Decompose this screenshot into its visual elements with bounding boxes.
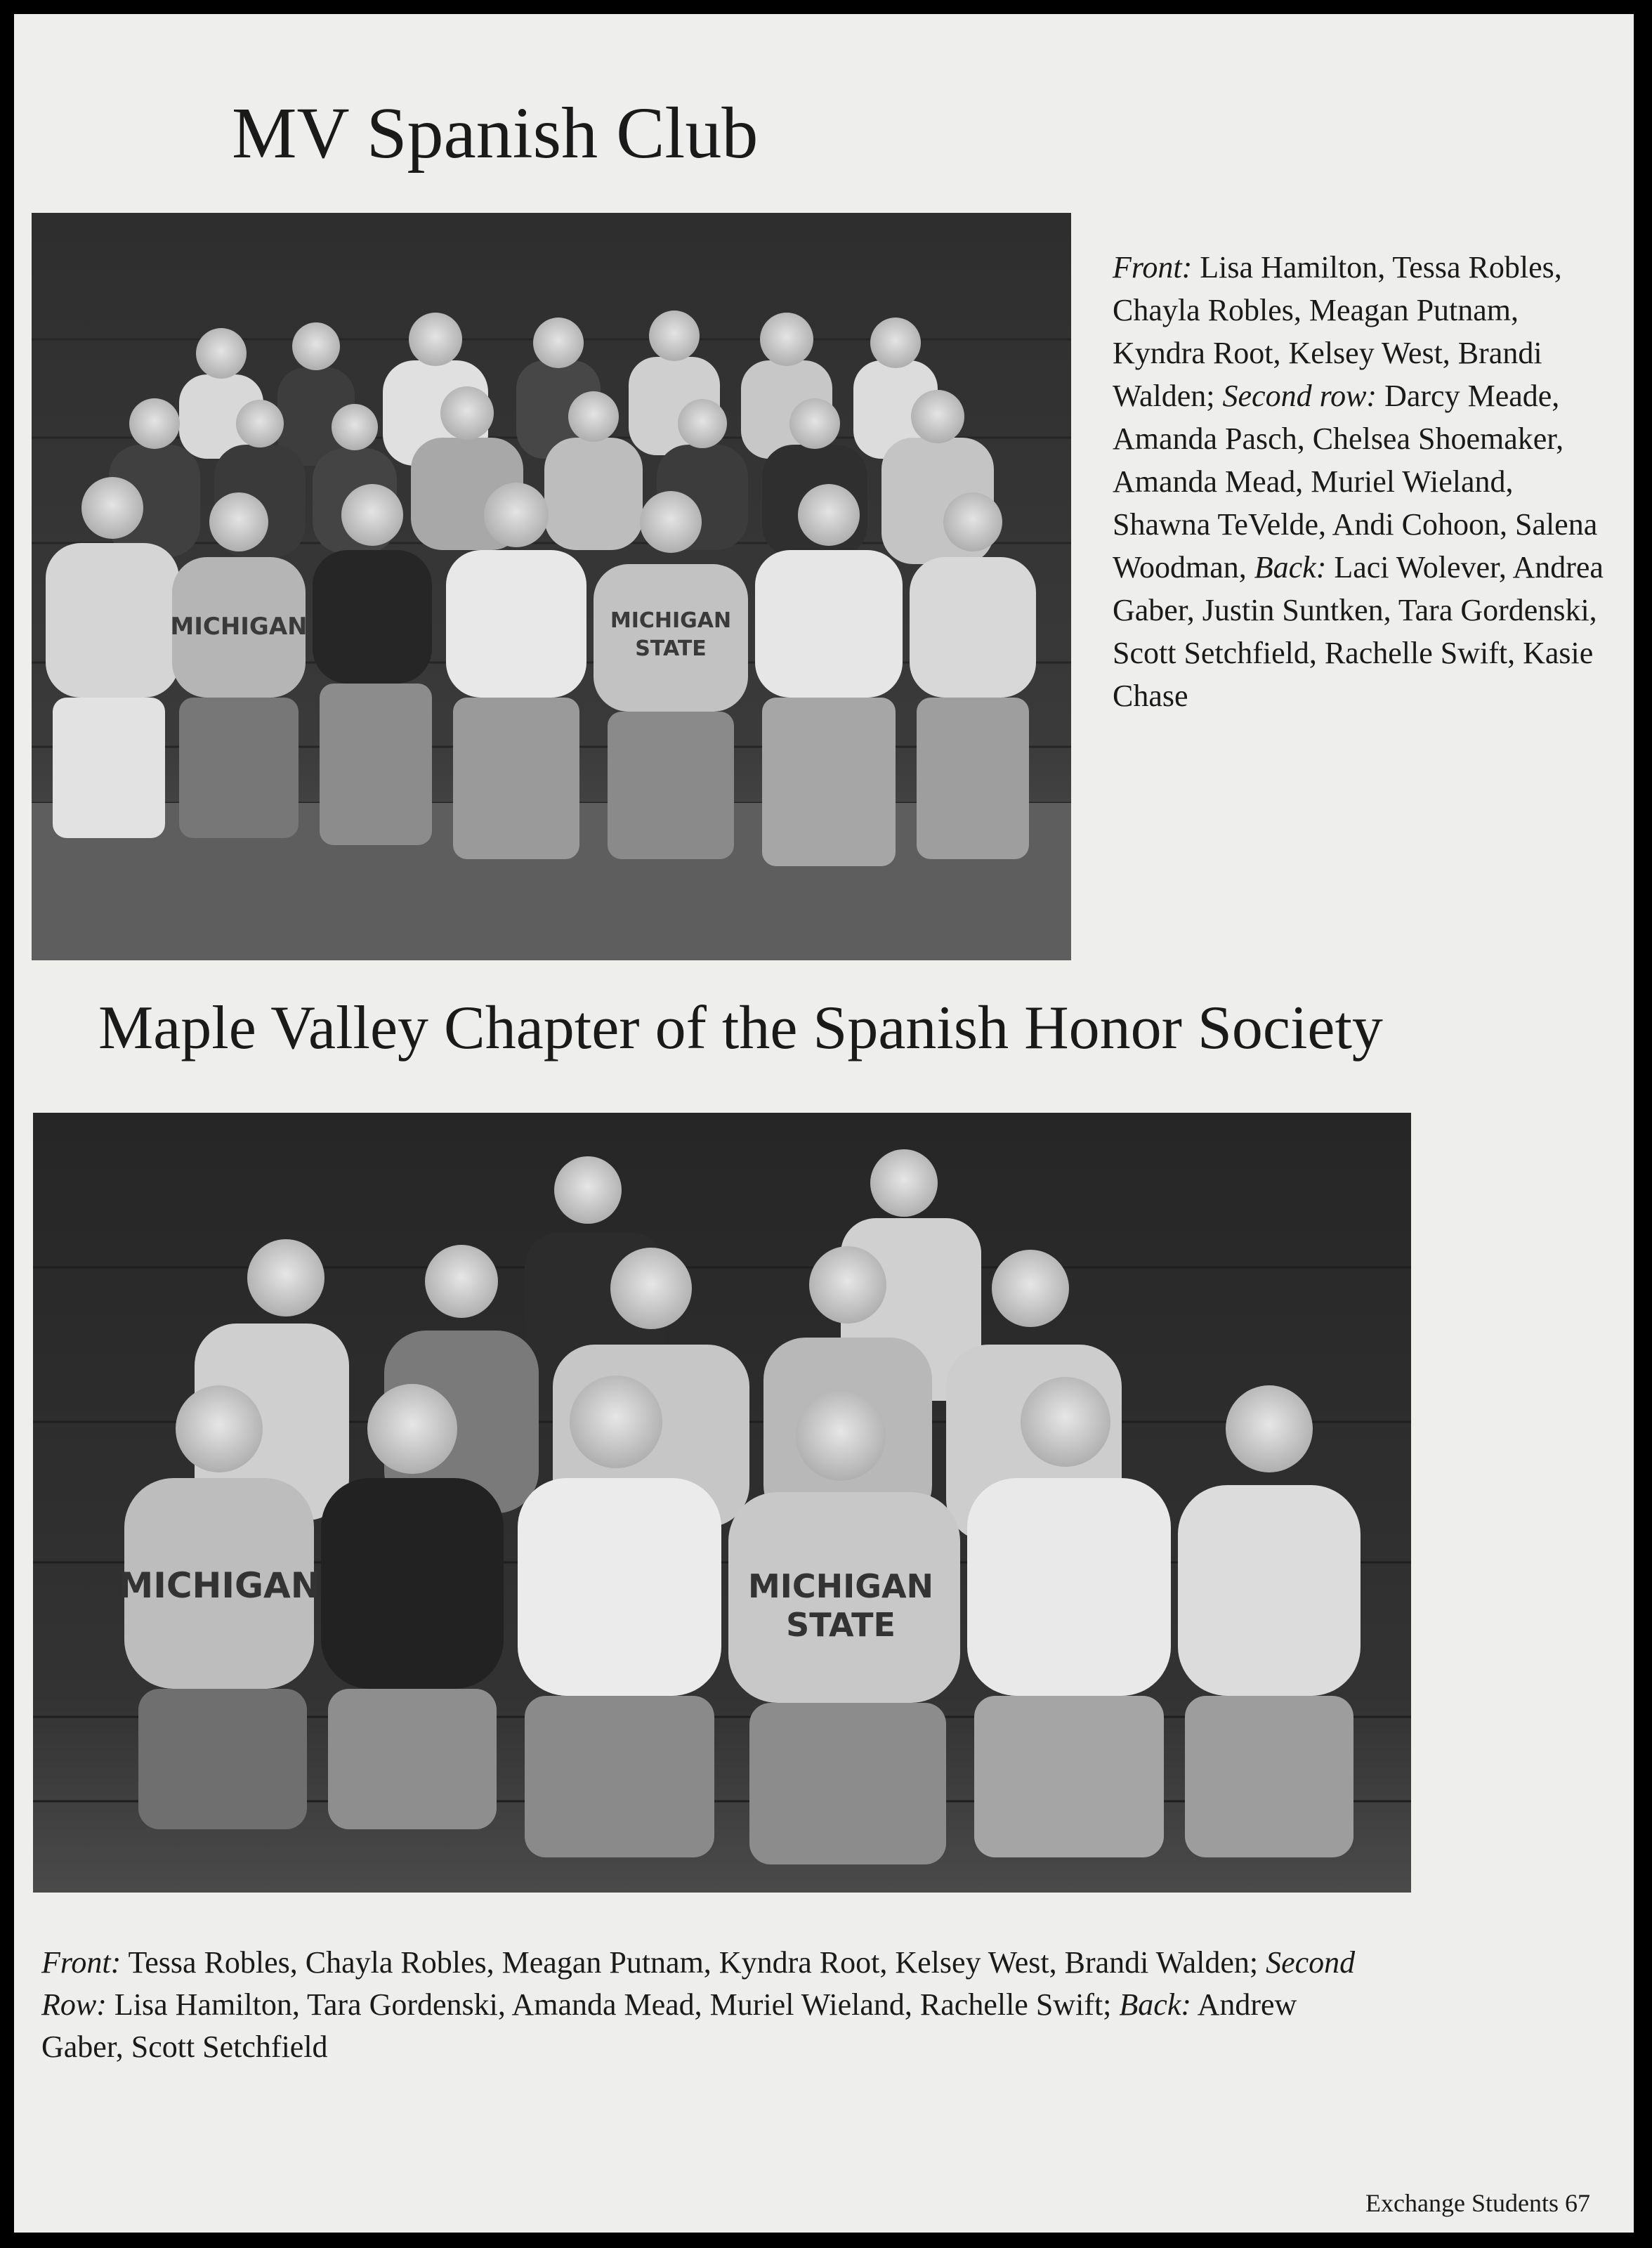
shirt-text-msu-2a: MICHIGAN — [747, 1567, 934, 1605]
shirt-text-msu-1a: MICHIGAN — [610, 608, 732, 633]
caption1-names-back: Laci Wolever, Andrea Gaber, Justin Suntken, Tara Gordenski, Scott Setchfield, Rachelle Swift, Kasie Chase — [1113, 550, 1604, 713]
shirt-text-msu-1b: STATE — [635, 636, 707, 661]
caption2-names-back: Andrew Gaber, Scott Setchfield — [41, 1987, 1297, 2064]
spanish-club-photo — [32, 213, 1071, 960]
shirt-text-msu-2b: STATE — [786, 1606, 896, 1644]
caption1-label-front: Front: — [1113, 250, 1193, 285]
caption2-label-back: Back: — [1119, 1987, 1191, 2022]
shirt-text-michigan-2: MICHIGAN — [118, 1565, 320, 1606]
footer-section: Exchange Students — [1365, 2189, 1559, 2217]
spanish-club-caption — [1113, 246, 1604, 717]
caption1-label-back: Back: — [1254, 550, 1327, 584]
shirt-text-michigan-1: MICHIGAN — [170, 613, 308, 641]
yearbook-page — [14, 14, 1634, 2233]
honor-society-title: Maple Valley Chapter of the Spanish Honor Society — [98, 994, 1383, 1062]
caption1-names-front: Lisa Hamilton, Tessa Robles, Chayla Robles, Meagan Putnam, Kyndra Root, Kelsey West, Brandi Walden; — [1113, 250, 1562, 413]
caption2-label-second: Second Row: — [41, 1945, 1356, 2022]
page-footer — [1365, 2188, 1590, 2218]
page-number: 67 — [1565, 2189, 1590, 2217]
caption2-names-front: Tessa Robles, Chayla Robles, Meagan Putnam, Kyndra Root, Kelsey West, Brandi Walden; — [121, 1945, 1266, 1980]
caption2-names-second: Lisa Hamilton, Tara Gordenski, Amanda Mead, Muriel Wieland, Rachelle Swift; — [106, 1987, 1120, 2022]
honor-society-photo — [33, 1113, 1411, 1893]
spanish-club-title: MV Spanish Club — [232, 93, 759, 174]
caption2-label-front: Front: — [41, 1945, 122, 1980]
caption1-label-second: Second row: — [1222, 379, 1377, 413]
honor-society-photo-image — [33, 1113, 1411, 1893]
honor-society-caption — [41, 1942, 1362, 2068]
spanish-club-photo-image — [32, 213, 1071, 960]
caption1-names-second: Darcy Meade, Amanda Pasch, Chelsea Shoemaker, Amanda Mead, Muriel Wieland, Shawna TeVelde, Andi Cohoon, Salena Woodman, — [1113, 379, 1598, 584]
